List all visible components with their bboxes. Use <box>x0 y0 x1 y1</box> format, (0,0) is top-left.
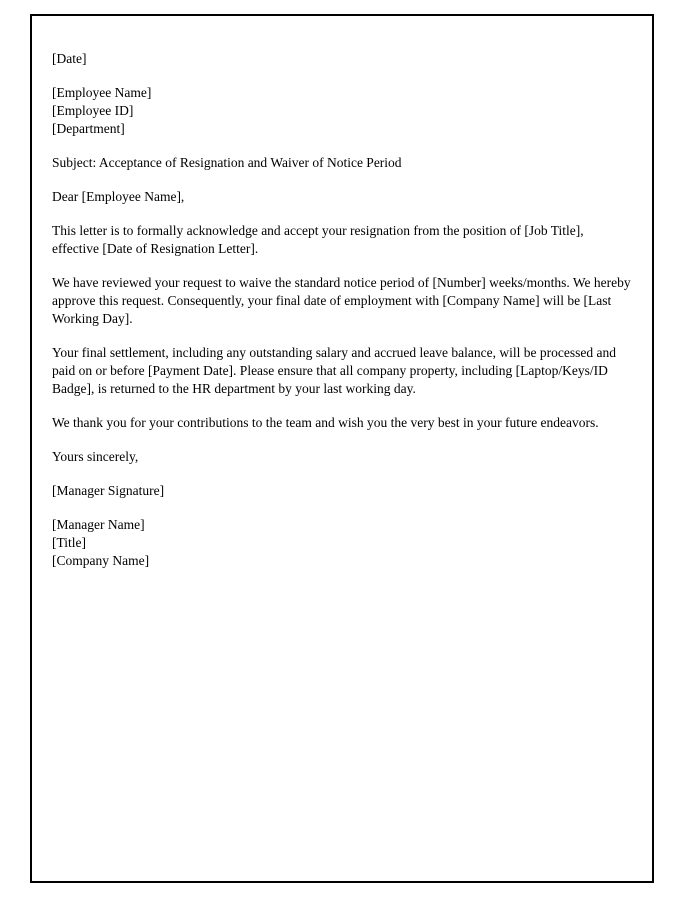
recipient-department: [Department] <box>52 121 125 136</box>
paragraph-3: Your final settlement, including any outstanding salary and accrued leave balance, will be processed and paid on or before [Payment Date]. Please ensure that all company property, including [Laptop/Keys/ID Badge], is returned to the HR department by your last working day. <box>52 345 616 396</box>
letter-date: [Date] <box>52 51 87 66</box>
signature-placeholder: [Manager Signature] <box>52 483 165 498</box>
salutation: Dear [Employee Name], <box>52 189 185 204</box>
subject-line: Subject: Acceptance of Resignation and Waiver of Notice Period <box>52 155 402 170</box>
sender-name: [Manager Name] <box>52 517 145 532</box>
paragraph-4: We thank you for your contributions to the team and wish you the very best in your future endeavors. <box>52 415 599 430</box>
recipient-id: [Employee ID] <box>52 103 134 118</box>
recipient-name: [Employee Name] <box>52 85 152 100</box>
closing: Yours sincerely, <box>52 449 139 464</box>
letter-body <box>52 50 632 570</box>
sender-company: [Company Name] <box>52 553 150 568</box>
recipient-block <box>52 84 632 138</box>
paragraph-1: This letter is to formally acknowledge and accept your resignation from the position of [Job Title], effective [Date of Resignation Letter]. <box>52 223 584 256</box>
letter-page <box>30 14 654 883</box>
paragraph-2: We have reviewed your request to waive the standard notice period of [Number] weeks/months. We hereby approve this request. Consequently, your final date of employment with [Company Name] will be [Last Working Day]. <box>52 275 631 326</box>
sender-block <box>52 516 632 570</box>
sender-title: [Title] <box>52 535 87 550</box>
